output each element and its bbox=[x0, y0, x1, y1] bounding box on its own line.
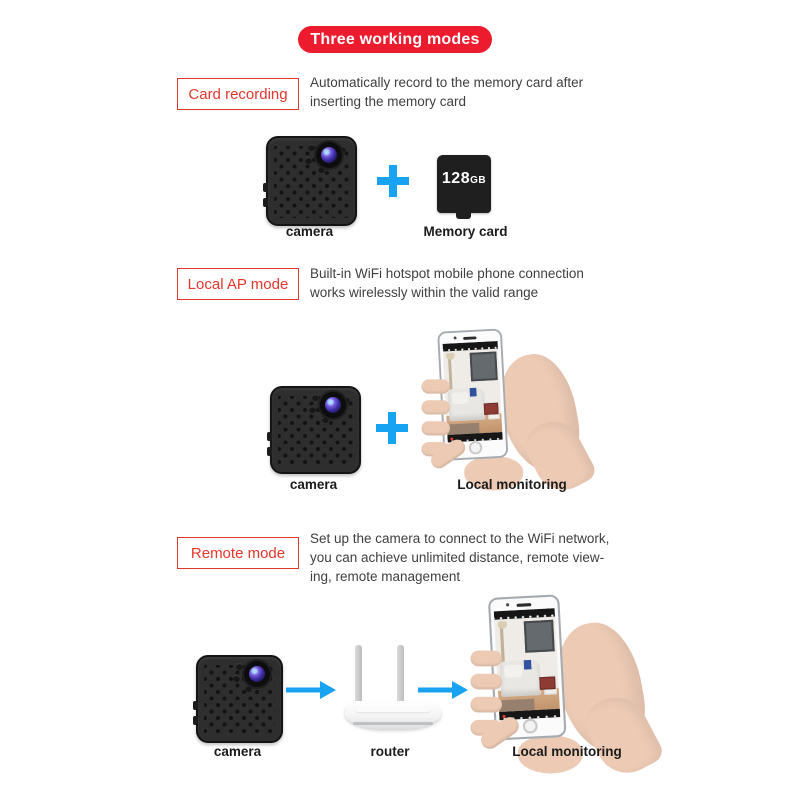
capacity-unit: GB bbox=[470, 175, 487, 186]
blue-object-shape bbox=[523, 660, 531, 670]
ir-led-dot bbox=[236, 663, 243, 670]
caption-local-monitoring: Local monitoring bbox=[512, 744, 622, 759]
camera-lens-iris bbox=[321, 147, 337, 163]
caption-local-monitoring: Local monitoring bbox=[457, 477, 567, 492]
mode-description-local-ap bbox=[310, 264, 655, 302]
ir-led-dot bbox=[308, 144, 315, 151]
camera-side-button bbox=[263, 183, 268, 192]
mini-camera-graphic bbox=[270, 386, 361, 474]
capacity-number: 128 bbox=[441, 170, 471, 187]
blue-object-shape bbox=[469, 388, 476, 397]
mode-label: Remote mode bbox=[190, 544, 286, 562]
finger bbox=[471, 697, 503, 713]
description-line: works wirelessly within the valid range bbox=[310, 285, 539, 300]
mode-box-card-recording bbox=[177, 78, 299, 110]
phone-front-camera bbox=[454, 336, 457, 339]
memory-card-capacity bbox=[437, 170, 491, 188]
router-antenna bbox=[397, 645, 404, 705]
red-picture-shape bbox=[484, 403, 499, 415]
mode-box-remote bbox=[177, 537, 299, 569]
camera-side-button bbox=[267, 432, 272, 441]
lamp-shade-shape bbox=[446, 353, 455, 360]
mode-box-local-ap bbox=[177, 268, 299, 300]
wall-frame-shape bbox=[523, 620, 554, 653]
finger bbox=[422, 421, 451, 435]
camera-side-button bbox=[263, 198, 268, 207]
red-picture-shape bbox=[539, 676, 555, 689]
smartphone-graphic bbox=[437, 328, 508, 460]
description-line: ing, remote management bbox=[310, 569, 461, 584]
memory-card-graphic bbox=[437, 155, 491, 213]
finger bbox=[422, 400, 451, 414]
description-line: inserting the memory card bbox=[310, 94, 467, 109]
sofa-shape bbox=[448, 387, 485, 421]
caption-camera: camera bbox=[213, 744, 262, 759]
camera-lens-iris bbox=[249, 666, 265, 682]
ir-led-dot bbox=[318, 166, 325, 173]
description-line: Set up the camera to connect to the WiFi network, bbox=[310, 531, 610, 546]
ir-led-dot bbox=[305, 157, 312, 164]
router-antenna bbox=[355, 645, 362, 705]
mode-label: Card recording bbox=[188, 85, 288, 103]
caption-camera: camera bbox=[285, 224, 334, 239]
caption-memory-card: Memory card bbox=[423, 224, 508, 239]
description-line: Built-in WiFi hotspot mobile phone connection bbox=[310, 266, 584, 281]
caption-router: router bbox=[370, 744, 410, 759]
camera-lens bbox=[244, 661, 270, 687]
finger bbox=[471, 674, 503, 690]
sofa-shape bbox=[500, 659, 541, 697]
caption-camera: camera bbox=[289, 477, 338, 492]
phone-screen-live-view bbox=[443, 341, 503, 443]
phone-front-camera bbox=[506, 603, 509, 606]
mini-camera-graphic bbox=[266, 136, 357, 226]
lamp-shade-shape bbox=[498, 621, 508, 629]
camera-lens bbox=[316, 142, 342, 168]
wall-frame-shape bbox=[469, 352, 497, 382]
phone-home-button bbox=[469, 441, 483, 455]
camera-lens-iris bbox=[325, 397, 341, 413]
camera-lens bbox=[320, 392, 346, 418]
phone-home-button bbox=[523, 718, 538, 733]
camera-side-button bbox=[193, 701, 198, 710]
mini-camera-graphic bbox=[196, 655, 283, 743]
header-banner bbox=[298, 26, 492, 53]
router-body bbox=[345, 701, 441, 729]
plus-icon bbox=[376, 412, 408, 444]
header-title: Three working modes bbox=[310, 30, 480, 48]
app-toolbar-top bbox=[443, 341, 498, 351]
camera-side-button bbox=[267, 447, 272, 456]
finger bbox=[471, 651, 503, 667]
description-line: Automatically record to the memory card after bbox=[310, 75, 584, 90]
arrow-right-icon bbox=[286, 681, 336, 699]
mode-description-remote bbox=[310, 529, 655, 586]
phone-earpiece bbox=[463, 336, 476, 340]
app-toolbar-top bbox=[494, 608, 555, 620]
finger bbox=[422, 379, 451, 393]
mode-label: Local AP mode bbox=[187, 275, 289, 293]
description-line: you can achieve unlimited distance, remote view- bbox=[310, 550, 605, 565]
phone-earpiece bbox=[517, 603, 532, 607]
camera-side-button bbox=[193, 716, 198, 725]
phone-in-hand-graphic bbox=[412, 330, 588, 492]
smartphone-graphic bbox=[488, 594, 567, 740]
plus-icon bbox=[377, 165, 409, 197]
phone-screen-live-view bbox=[494, 608, 561, 720]
ir-led-dot bbox=[312, 394, 319, 401]
mode-description-card-recording bbox=[310, 73, 655, 111]
